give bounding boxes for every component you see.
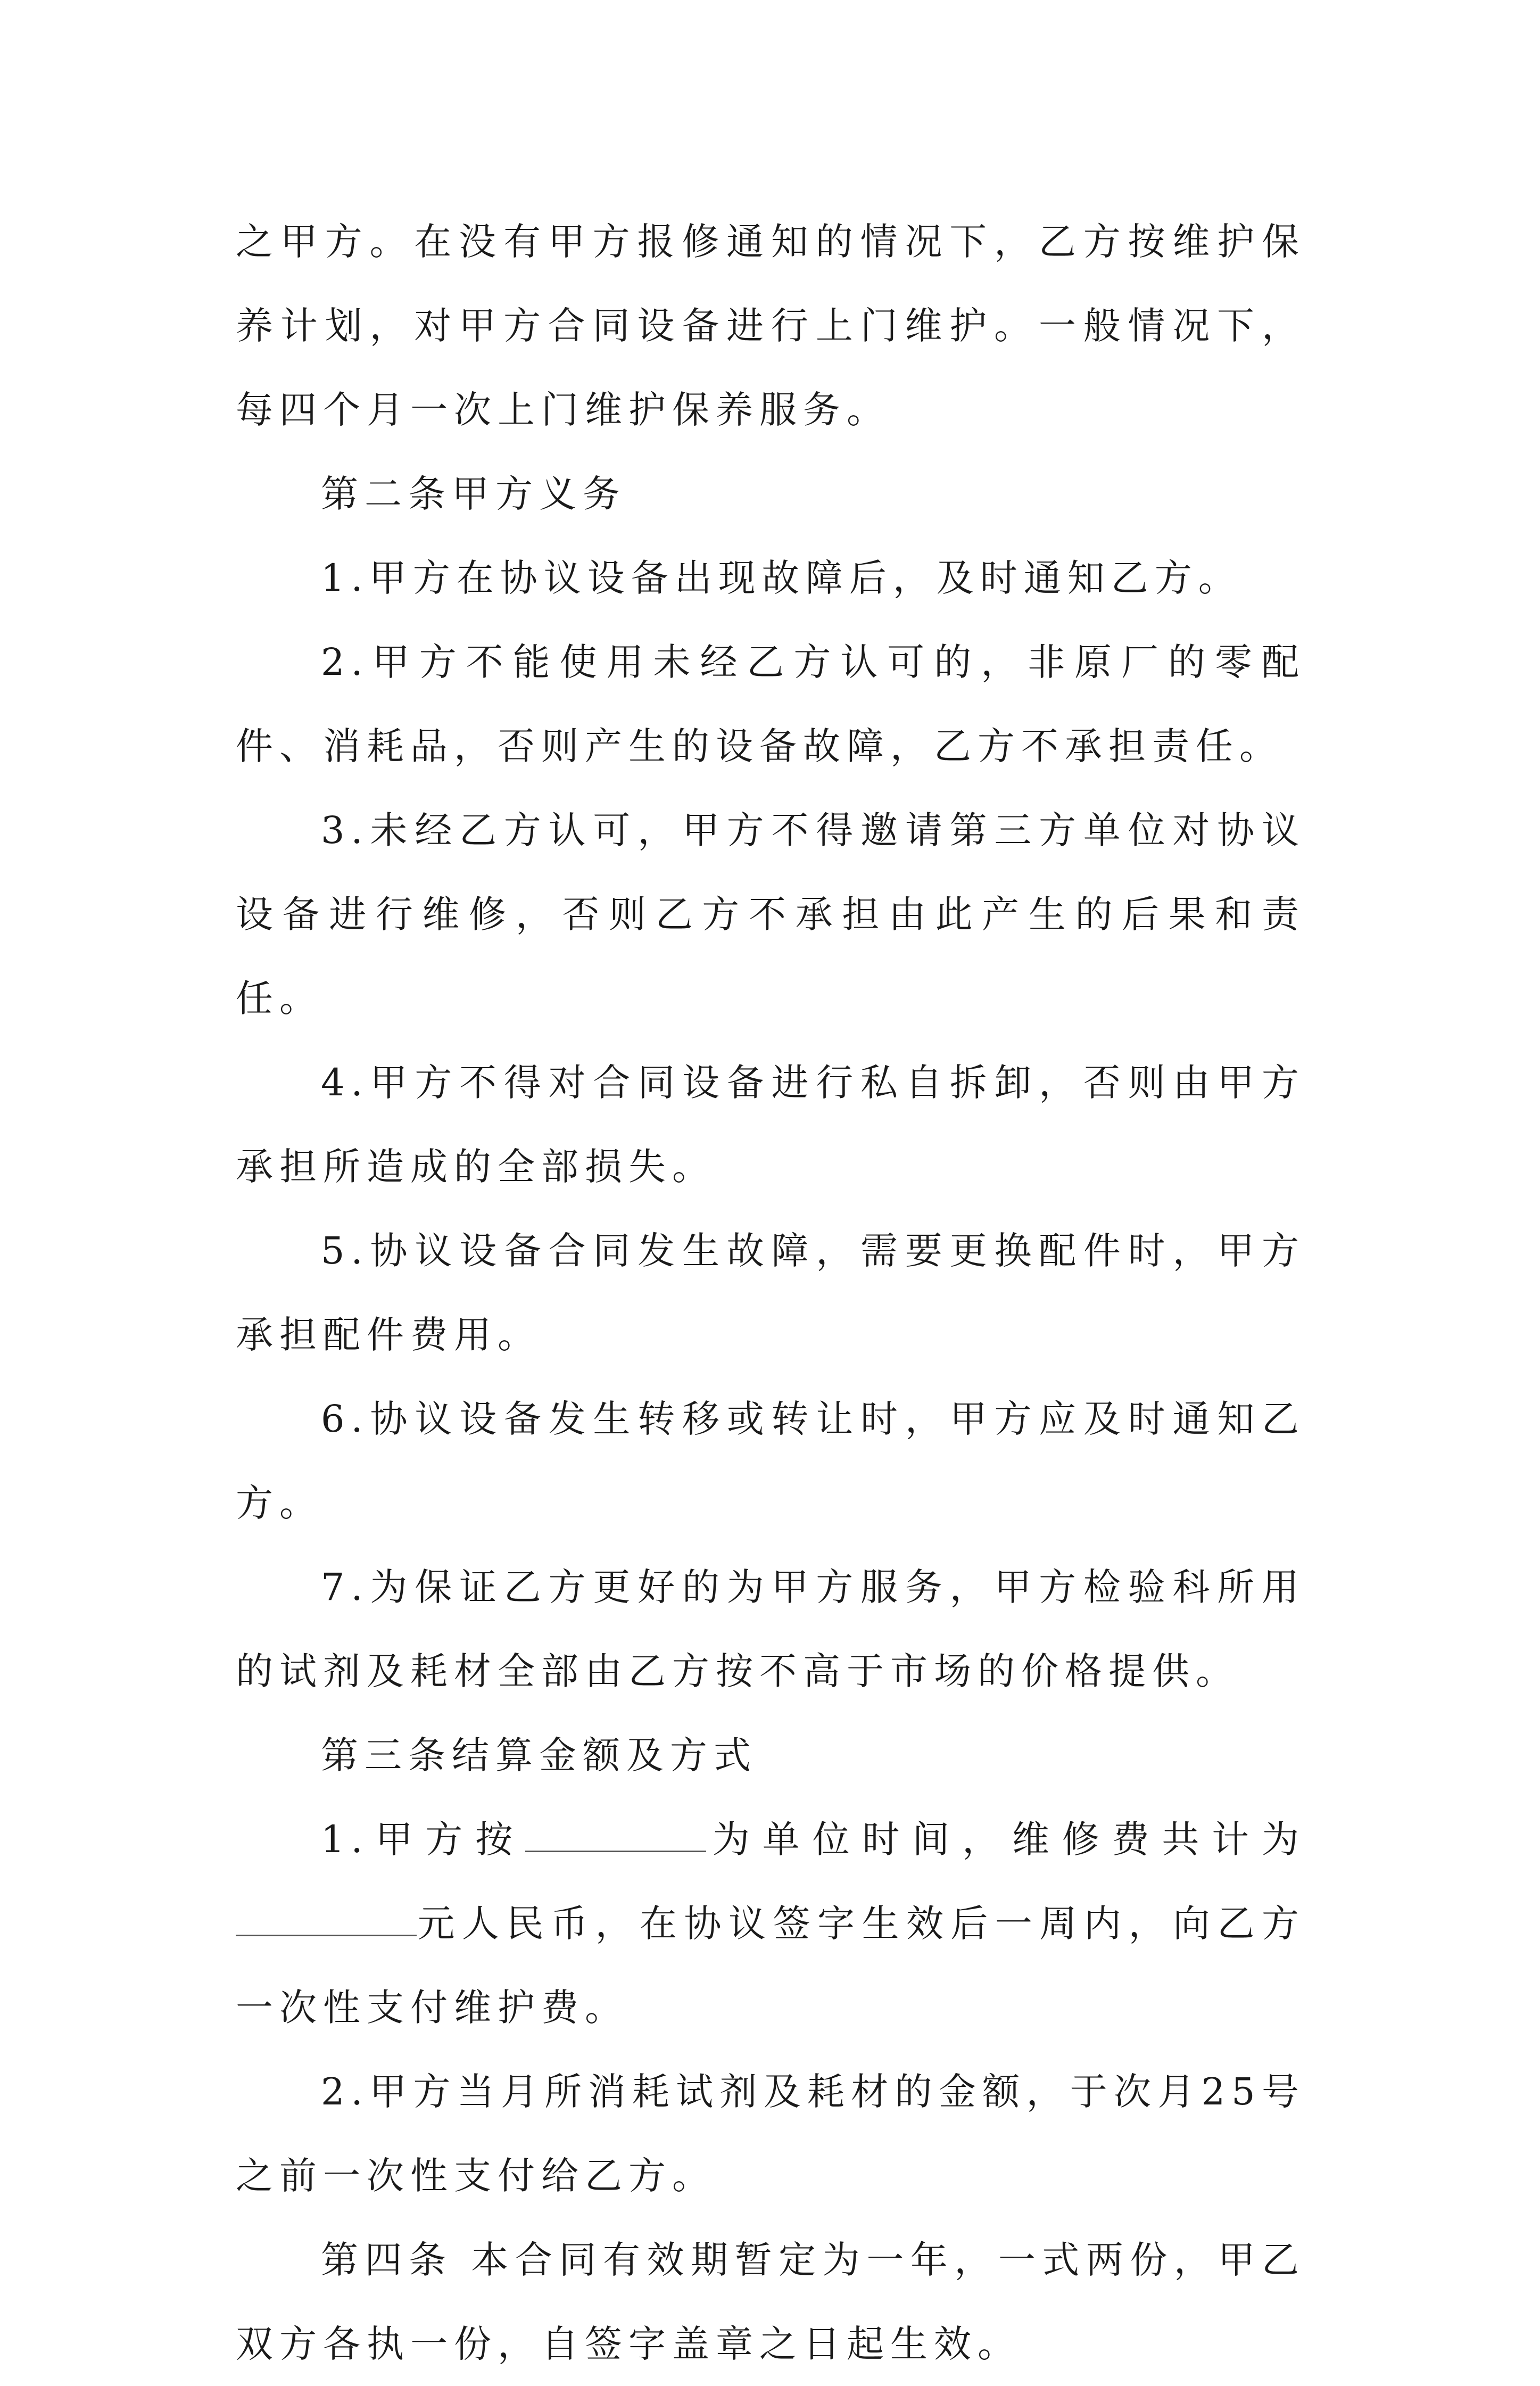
article-3-title: 第三条结算金额及方式 — [321, 1733, 757, 1777]
article-3-item-1-part-1: 1.甲方按 — [321, 1818, 526, 1861]
article-3-item-1-part-3: 元人民币，在协议签字生效后一周内，向乙方一次性支付维护费。 — [236, 1902, 1305, 2029]
article-2-item-6: 6.协议设备发生转移或转让时，甲方应及时通知乙方。 — [236, 1397, 1305, 1525]
document-body — [236, 200, 1305, 2386]
article-2-item-5: 5.协议设备合同发生故障，需要更换配件时，甲方承担配件费用。 — [236, 1229, 1305, 1357]
article-3-item-1-part-2: 为单位时间，维修费共计为 — [706, 1818, 1305, 1861]
article-2-item-3: 3.未经乙方认可，甲方不得邀请第三方单位对协议设备进行维修，否则乙方不承担由此产生的后果和责任。 — [236, 808, 1305, 1020]
fill-in-blank-amount — [236, 1903, 417, 1936]
fill-in-blank-time-unit — [525, 1819, 706, 1852]
article-2-item-2: 2.甲方不能使用未经乙方认可的，非原厂的零配件、消耗品，否则产生的设备故障，乙方不承担责任。 — [236, 640, 1305, 768]
article-4: 第四条 本合同有效期暂定为一年，一式两份，甲乙双方各执一份，自签字盖章之日起生效。 — [236, 2238, 1305, 2366]
article-2-item-7: 7.为保证乙方更好的为甲方服务，甲方检验科所用的试剂及耗材全部由乙方按不高于市场的价格提供。 — [236, 1565, 1305, 1693]
article-3-item-1 — [236, 1797, 1305, 2050]
article-2-title: 第二条甲方义务 — [321, 472, 626, 516]
article-2-item-1: 1.甲方在协议设备出现故障后，及时通知乙方。 — [321, 556, 1242, 600]
article-3-item-2: 2.甲方当月所消耗试剂及耗材的金额，于次月25号之前一次性支付给乙方。 — [236, 2070, 1305, 2198]
paragraph-continuation: 之甲方。在没有甲方报修通知的情况下，乙方按维护保养计划，对甲方合同设备进行上门维护。一般情况下，每四个月一次上门维护保养服务。 — [236, 220, 1305, 432]
article-2-item-4: 4.甲方不得对合同设备进行私自拆卸，否则由甲方承担所造成的全部损失。 — [236, 1061, 1305, 1188]
